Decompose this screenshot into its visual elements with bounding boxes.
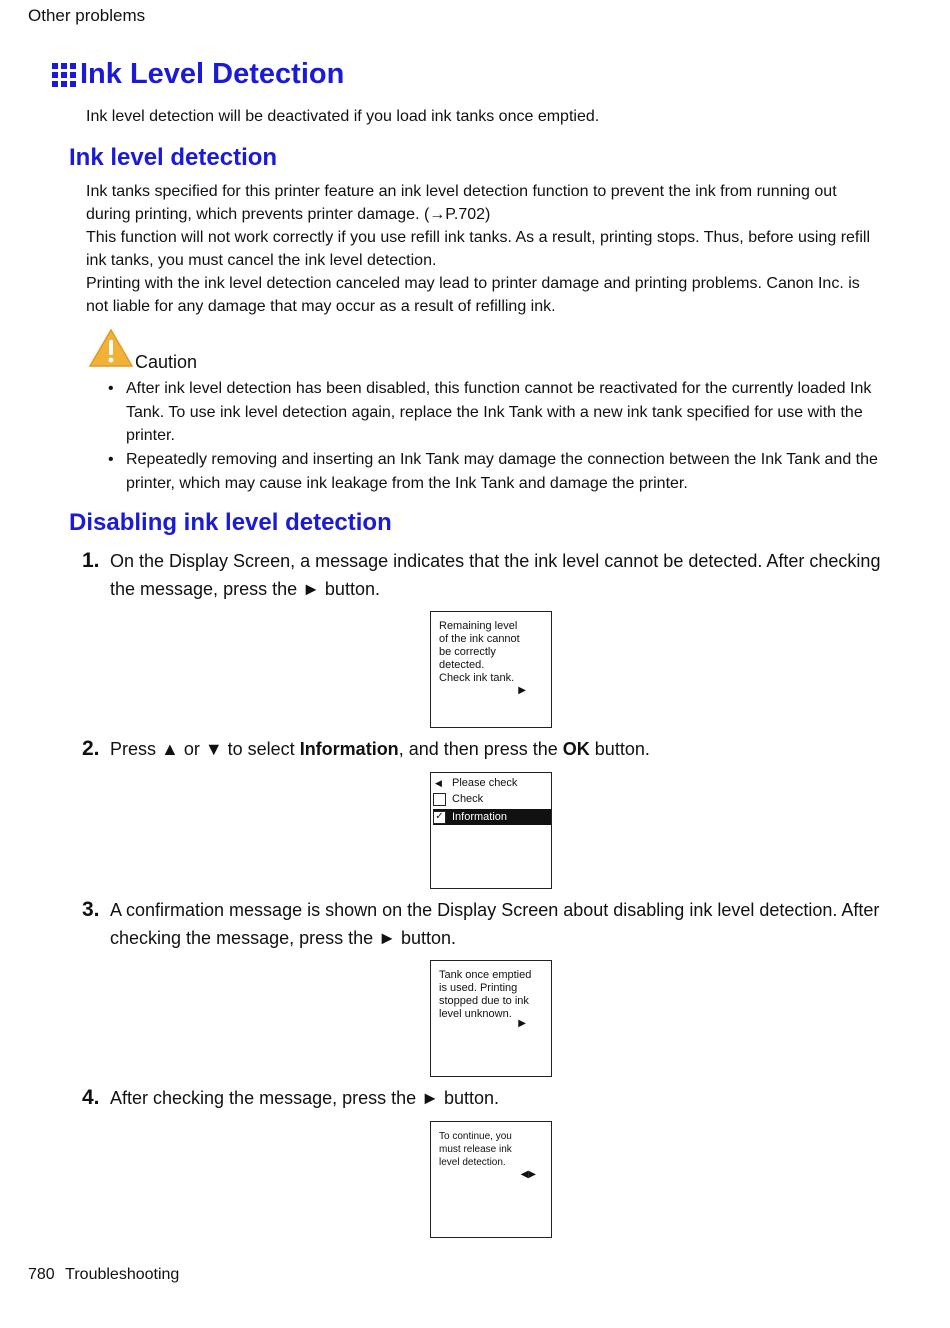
paragraph: This function will not work correctly if you use refill ink tanks. As a result, printing stops. Thus, before using refill ink tanks, you must cancel the ink level detection.	[86, 229, 871, 269]
step-number: 1.	[82, 549, 100, 572]
screen-line: To continue, you	[439, 1131, 512, 1142]
left-arrow-icon: ◀	[435, 777, 442, 788]
screen-line: of the ink cannot	[439, 633, 520, 645]
display-screen-3	[430, 960, 552, 1077]
left-right-arrow-icon: ◀▶	[520, 1169, 536, 1180]
grid-icon	[52, 63, 76, 87]
footer-section: Troubleshooting	[65, 1266, 180, 1283]
section-heading-ink-level-detection: Ink level detection	[69, 144, 278, 171]
screen-line: is used. Printing	[439, 982, 518, 994]
menu-item-label: Check	[452, 792, 484, 805]
screen-line: Tank once emptied	[439, 969, 532, 981]
display-screen-4	[430, 1121, 552, 1238]
step-2	[82, 735, 882, 763]
step-3	[82, 896, 882, 952]
section-heading-disabling: Disabling ink level detection	[69, 509, 392, 536]
right-arrow-icon: ▶	[518, 685, 526, 696]
menu-item-label: Information	[452, 810, 508, 823]
step-1	[82, 547, 882, 603]
caution-label: Caution	[135, 352, 198, 372]
screen-line: Remaining level	[439, 620, 518, 632]
bullet-text: Repeatedly removing and inserting an Ink Tank may damage the connection between the Ink Tank and the printer, which may cause ink leakage from the Ink Tank and damage the printer.	[126, 451, 878, 492]
step-text-part: Press ▲ or ▼ to select	[110, 739, 300, 759]
step-4	[82, 1084, 882, 1112]
right-arrow-icon: ▶	[518, 1018, 526, 1029]
page-title: Ink Level Detection	[80, 58, 345, 90]
step-text: After checking the message, press the ► button.	[110, 1088, 500, 1108]
menu-item-information	[433, 809, 551, 825]
screen-line: detected.	[439, 659, 485, 671]
warning-triangle-icon	[88, 328, 134, 373]
step-number: 4.	[82, 1086, 100, 1109]
checked-checkbox-icon: ✓	[433, 811, 446, 824]
page-footer	[28, 1266, 179, 1284]
step-text	[110, 735, 882, 763]
menu-header-label: Please check	[452, 776, 518, 789]
screen-line: level detection.	[439, 1157, 506, 1168]
information-term: Information	[299, 739, 399, 759]
screen-line: be correctly	[439, 646, 496, 658]
section1-body	[86, 180, 876, 318]
screen-line: level unknown.	[439, 1008, 512, 1020]
intro-text: Ink level detection will be deactivated if you load ink tanks once emptied.	[86, 108, 600, 125]
screen-line: stopped due to ink	[439, 995, 529, 1007]
bullet-dot: •	[108, 451, 114, 468]
step-text-part: button.	[589, 739, 650, 759]
paragraph: Ink tanks specified for this printer feature an ink level detection function to prevent the ink from running out during printing, which prevents printer damage. (→P.702)	[86, 183, 837, 223]
bullet-dot: •	[108, 380, 114, 397]
caution-bullet	[108, 448, 878, 495]
paragraph: Printing with the ink level detection canceled may lead to printer damage and printing problems. Canon Inc. is not liable for any damage that may occur as a result of refilling ink.	[86, 275, 860, 315]
screen-line: must release ink	[439, 1144, 512, 1155]
ok-term: OK	[562, 739, 590, 759]
bullet-text: After ink level detection has been disabled, this function cannot be reactivated for the currently loaded Ink Tank. To use ink level detection again, replace the Ink Tank with a new ink tank specified for use with the printer.	[126, 380, 872, 444]
display-screen-1	[430, 611, 552, 728]
step-text: On the Display Screen, a message indicates that the ink level cannot be detected. After checking the message, press the ► button.	[110, 551, 881, 599]
menu-header	[433, 775, 551, 791]
caution-bullet	[108, 377, 878, 448]
display-screen-2	[430, 772, 552, 889]
page-title-block	[52, 58, 344, 91]
page-number: 780	[28, 1266, 55, 1283]
screen-line: Check ink tank.	[439, 672, 515, 684]
checkbox-icon	[433, 793, 446, 806]
step-number: 2.	[82, 737, 100, 760]
step-text: A confirmation message is shown on the Display Screen about disabling ink level detection. After checking the message, press the ► button.	[110, 900, 880, 948]
menu-item-check	[433, 791, 551, 807]
step-text-part: , and then press the	[398, 739, 563, 759]
step-number: 3.	[82, 898, 100, 921]
running-header: Other problems	[28, 6, 146, 25]
